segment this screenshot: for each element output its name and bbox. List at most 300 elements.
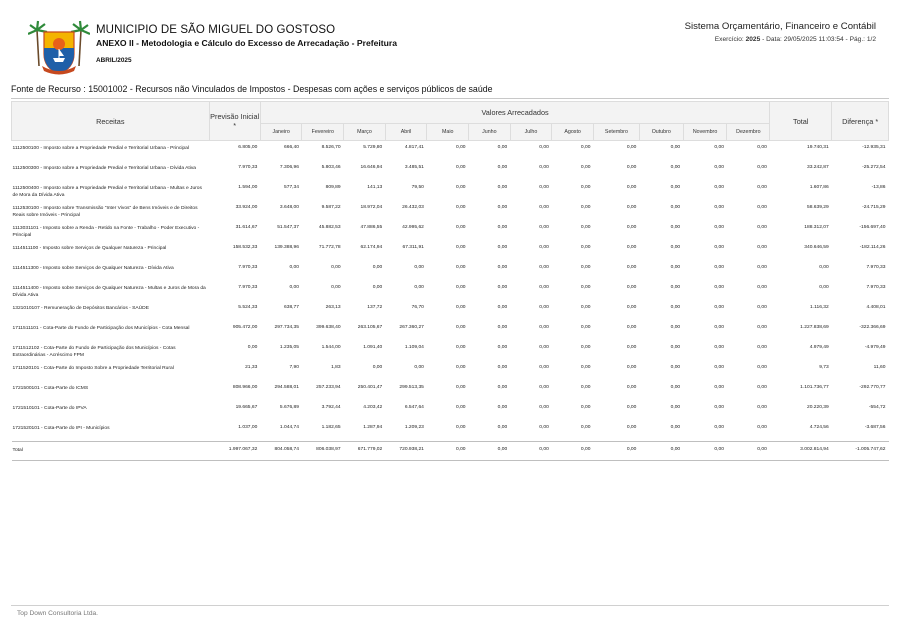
monthly-value: 0,00 [670,145,681,150]
monthly-value: 0,00 [626,225,637,230]
monthly-value: 0,00 [714,245,724,250]
initial-forecast-value: 6.805,00 [238,145,258,150]
total-difference-value: -1.005.747,62 [832,442,889,461]
col-header-valores-arrecadados: Valores Arrecadados [260,102,769,124]
monthly-value: 0,00 [670,325,681,330]
total-monthly-value: 0,00 [427,442,469,461]
monthly-value: 0,00 [331,285,341,290]
monthly-value: 6.547,64 [404,405,424,410]
month-header: Junho [469,124,511,141]
initial-forecast-value: 7.970,33 [238,285,258,290]
monthly-value: 0,00 [539,385,549,390]
month-header: Julho [510,124,552,141]
monthly-value: 297.734,35 [274,325,299,330]
monthly-value: 0,00 [714,345,724,350]
monthly-value: 250.401,47 [357,385,383,390]
monthly-value: 0,00 [714,285,724,290]
page-number: Pág.: 1/2 [849,36,876,43]
table-row [12,301,889,321]
table-row [12,161,889,181]
monthly-value: 0,00 [331,265,341,270]
difference-value: -554,72 [868,405,886,410]
monthly-value: 0,00 [670,185,681,190]
month-header: Novembro [683,124,727,141]
monthly-value: 0,00 [580,205,591,210]
monthly-value: 0,00 [757,345,767,350]
table-row [12,421,889,442]
exercise-label: Exercício: [714,36,744,43]
monthly-value: 0,00 [456,225,466,230]
monthly-value: 0,00 [372,365,383,370]
monthly-value: 0,00 [580,405,591,410]
difference-value: -182.114,26 [859,245,886,250]
monthly-value: 0,00 [626,405,637,410]
monthly-value: 0,00 [670,245,681,250]
monthly-value: 0,00 [714,405,724,410]
difference-value: 4.408,01 [866,305,886,310]
monthly-value: 137,72 [367,305,383,310]
monthly-value: 0,00 [497,425,508,430]
total-value: 1.101.736,77 [800,385,829,390]
monthly-value: 0,00 [670,305,681,310]
monthly-value: 0,00 [580,265,591,270]
total-monthly-value: 804.058,74 [260,442,302,461]
total-value: 33.242,87 [806,165,829,170]
monthly-value: 0,00 [714,325,724,330]
monthly-value: 0,00 [670,225,681,230]
total-value: 1.116,32 [810,305,829,310]
total-value: 340.646,59 [804,245,829,250]
total-value: 20.220,39 [806,405,829,410]
monthly-value: 0,00 [497,245,508,250]
monthly-value: 0,00 [626,265,637,270]
monthly-value: 62.174,94 [360,245,383,250]
monthly-value: 1.182,65 [321,425,341,430]
monthly-value: 26.432,03 [402,205,424,210]
monthly-value: 0,00 [539,285,549,290]
monthly-value: 0,00 [670,365,681,370]
monthly-value: 0,00 [626,385,637,390]
monthly-value: 1.091,40 [363,345,383,350]
monthly-value: 0,00 [626,345,637,350]
total-monthly-value: 0,00 [683,442,727,461]
total-value: 0,00 [819,265,829,270]
monthly-value: 0,00 [757,145,767,150]
total-value: 9,73 [819,365,829,370]
monthly-value: 0,00 [497,185,508,190]
monthly-value: 1.544,00 [321,345,341,350]
difference-value: -292.770,77 [859,385,886,390]
monthly-value: 0,00 [414,285,424,290]
table-row [12,241,889,261]
monthly-value: 294.588,01 [274,385,299,390]
monthly-value: 0,00 [670,205,681,210]
monthly-value: 1.235,05 [279,345,299,350]
total-value: 188.312,07 [804,225,829,230]
initial-forecast-value: 21,33 [245,365,258,370]
monthly-value: 45.882,53 [318,225,341,230]
monthly-value: 0,00 [497,305,508,310]
monthly-value: 5.729,80 [363,145,383,150]
monthly-value: 0,00 [714,165,724,170]
difference-value: 11,60 [873,365,886,370]
monthly-value: 0,00 [539,345,549,350]
col-header-receitas: Receitas [12,102,210,141]
monthly-value: 0,00 [714,425,724,430]
monthly-value: 4.817,41 [404,145,424,150]
month-header: Abril [385,124,427,141]
monthly-value: 0,00 [670,285,681,290]
monthly-value: 51.547,37 [277,225,299,230]
total-value: 4.979,49 [809,345,829,350]
table-row [12,201,889,221]
monthly-value: 0,00 [714,305,724,310]
monthly-value: 0,00 [580,385,591,390]
monthly-value: 0,00 [714,385,724,390]
initial-forecast-value: 31.614,67 [235,225,258,230]
monthly-value: 0,00 [670,385,681,390]
monthly-value: 638,77 [284,305,299,310]
revenue-description: 1711512102 - Cota-Parte do Fundo de Participação dos Municípios - Cotas Extraordinárias - Acréscimo FPM [12,346,176,359]
table-row [12,321,889,341]
initial-forecast-value: 19.665,67 [235,405,258,410]
monthly-value: 0,00 [372,265,383,270]
initial-forecast-value: 7.970,33 [238,165,258,170]
total-monthly-value: 0,00 [639,442,683,461]
monthly-value: 809,89 [325,185,341,190]
report-date: - Data: 29/05/2025 11:03:54 - [762,36,848,43]
monthly-value: 0,00 [626,425,637,430]
monthly-value: 0,00 [626,305,637,310]
monthly-value: 0,00 [670,265,681,270]
monthly-value: 0,00 [289,265,299,270]
revenue-description: 1114511100 - Imposto sobre Serviços de Qualquer Natureza - Principal [12,246,167,251]
monthly-value: 0,00 [580,145,591,150]
monthly-value: 0,00 [456,365,466,370]
monthly-value: 0,00 [580,165,591,170]
monthly-value: 9.587,22 [321,205,341,210]
monthly-value: 0,00 [539,365,549,370]
monthly-value: 0,00 [714,225,724,230]
revenue-description: 1721500101 - Cota-Parte do ICMS [12,386,89,391]
header-system-info [685,21,876,43]
funding-source-title: Fonte de Recurso : 15001002 - Recursos não Vinculados de Impostos - Despesas com ações e serviços públicos de saúde [11,84,493,94]
system-name: Sistema Orçamentário, Financeiro e Contábil [684,21,876,32]
monthly-value: 0,00 [539,245,549,250]
total-value: 1.607,86 [809,185,829,190]
monthly-value: 18.972,04 [360,205,383,210]
month-header: Setembro [593,124,639,141]
monthly-value: 0,00 [539,425,549,430]
header-titles [96,24,397,64]
monthly-value: 0,00 [670,425,681,430]
monthly-value: 0,00 [626,145,637,150]
monthly-value: 0,00 [456,385,466,390]
monthly-value: 0,00 [757,385,767,390]
monthly-value: 0,00 [289,285,299,290]
difference-value: 7.970,33 [866,265,886,270]
monthly-value: 0,00 [539,225,549,230]
table-body [12,141,889,461]
month-header: Maio [427,124,469,141]
total-label: Total [12,442,210,461]
revenue-description: 1112500100 - Imposto sobre a Propriedade Predial e Territorial Urbana - Principal [12,146,189,151]
monthly-value: 0,00 [539,305,549,310]
revenue-description: 1113031101 - Imposto sobre a Renda - Retido na Fonte - Trabalho - Poder Executivo - Principal [12,226,200,239]
month-header: Dezembro [727,124,770,141]
difference-value: -12.935,31 [862,145,886,150]
table-row [12,361,889,381]
report-header [28,16,878,72]
table-row [12,381,889,401]
monthly-value: 0,00 [580,305,591,310]
monthly-value: 399.638,40 [316,325,341,330]
exercise-year: 2025 [745,36,761,43]
monthly-value: 0,00 [539,165,549,170]
revenue-description: 1721520101 - Cota-Parte do IPI - Municípios [12,426,110,431]
difference-value: -13,86 [871,185,886,190]
monthly-value: 0,00 [539,325,549,330]
monthly-value: 0,00 [580,285,591,290]
monthly-value: 0,00 [497,265,508,270]
monthly-value: 1.109,04 [404,345,424,350]
month-header: Janeiro [260,124,302,141]
monthly-value: 0,00 [497,405,508,410]
total-initial-forecast: 1.997.067,32 [209,442,260,461]
monthly-value: 5.676,89 [279,405,299,410]
monthly-value: 577,34 [284,185,299,190]
initial-forecast-value: 905.472,00 [232,325,258,330]
monthly-value: 263,13 [325,305,341,310]
table-row [12,141,889,162]
monthly-value: 0,00 [414,365,424,370]
monthly-value: 141,13 [367,185,383,190]
monthly-value: 0,00 [757,285,767,290]
difference-value: -4.979,49 [864,345,886,350]
monthly-value: 0,00 [757,305,767,310]
initial-forecast-value: 33.924,00 [235,205,258,210]
revenue-description: 1711520101 - Cota-Parte do Imposto Sobre a Propriedade Territorial Rural [12,366,174,371]
monthly-value: 0,00 [456,345,466,350]
report-title: ANEXO II - Metodologia e Cálculo do Excesso de Arrecadação - Prefeitura [96,38,398,48]
monthly-value: 0,00 [626,185,637,190]
table-row [12,401,889,421]
difference-value: -24.715,29 [862,205,886,210]
monthly-value: 0,00 [456,305,466,310]
total-value: 1.227.838,69 [800,325,829,330]
monthly-value: 257.233,94 [316,385,341,390]
initial-forecast-value: 1.594,00 [238,185,258,190]
total-value: 58.639,29 [806,205,829,210]
monthly-value: 0,00 [456,265,466,270]
monthly-value: 7,90 [289,365,299,370]
municipality-name: MUNICIPIO DE SÃO MIGUEL DO GOSTOSO [96,24,336,36]
monthly-value: 0,00 [626,285,637,290]
monthly-value: 0,00 [580,325,591,330]
monthly-value: 0,00 [714,365,724,370]
monthly-value: 0,00 [580,345,591,350]
monthly-value: 0,00 [497,145,508,150]
monthly-value: 0,00 [456,145,466,150]
total-monthly-value: 0,00 [510,442,552,461]
monthly-value: 0,00 [456,165,466,170]
monthly-value: 0,00 [670,165,681,170]
monthly-value: 0,00 [757,245,767,250]
monthly-value: 0,00 [714,205,724,210]
municipal-coat-of-arms-icon [28,18,90,78]
col-header-previsao: Previsão Inicial * [209,102,260,141]
initial-forecast-value: 7.970,33 [238,265,258,270]
monthly-value: 16.646,94 [360,165,383,170]
monthly-value: 0,00 [757,425,767,430]
initial-forecast-value: 1.037,00 [238,425,258,430]
monthly-value: 0,00 [670,405,681,410]
total-monthly-value: 0,00 [469,442,511,461]
total-monthly-value: 720.938,21 [385,442,427,461]
monthly-value: 8.526,70 [321,145,341,150]
monthly-value: 139.388,96 [274,245,299,250]
initial-forecast-value: 0,00 [247,345,258,350]
monthly-value: 0,00 [456,405,466,410]
monthly-value: 0,00 [757,225,767,230]
monthly-value: 0,00 [580,185,591,190]
monthly-value: 0,00 [757,265,767,270]
revenue-description: 1112500400 - Imposto sobre a Propriedade Predial e Territorial Urbana - Multas e Juros de Mora da Dívida Ativa [12,186,202,199]
initial-forecast-value: 158.532,33 [232,245,258,250]
col-header-diferenca: Diferença * [832,102,889,141]
monthly-value: 1.209,23 [404,425,424,430]
monthly-value: 0,00 [497,365,508,370]
monthly-value: 42.995,62 [402,225,424,230]
footer-company: Top Down Consultoria Ltda. [17,610,99,617]
monthly-value: 0,00 [757,165,767,170]
monthly-value: 0,00 [414,265,424,270]
difference-value: 7.970,33 [866,285,886,290]
exercise-info [685,36,876,43]
monthly-value: 7.306,96 [279,165,299,170]
monthly-value: 0,00 [580,365,591,370]
monthly-value: 0,00 [757,185,767,190]
footer-divider [11,605,889,606]
monthly-value: 0,00 [714,265,724,270]
monthly-value: 0,00 [580,225,591,230]
monthly-value: 0,00 [372,285,383,290]
monthly-value: 263.105,67 [357,325,383,330]
total-monthly-value: 0,00 [727,442,770,461]
monthly-value: 1.044,74 [279,425,299,430]
monthly-value: 666,40 [284,145,299,150]
monthly-value: 0,00 [497,285,508,290]
monthly-value: 0,00 [497,325,508,330]
total-value: 0,00 [819,285,829,290]
monthly-value: 0,00 [497,385,508,390]
total-value: 19.740,31 [806,145,829,150]
month-header: Fevereiro [302,124,344,141]
table-row [12,181,889,201]
monthly-value: 0,00 [497,225,508,230]
monthly-value: 0,00 [456,285,466,290]
revenue-description: 1112530100 - Imposto sobre Transmissão "Inter Vivos" de Bens Imóveis e de Direitos Reais sobre Imóveis - Principal [12,206,198,219]
monthly-value: 67.311,91 [402,245,424,250]
monthly-value: 5.803,46 [321,165,341,170]
divider [11,98,889,99]
revenue-description: 1114511300 - Imposto sobre Serviços de Qualquer Natureza - Dívida Ativa [12,266,174,271]
monthly-value: 0,00 [539,265,549,270]
table-row [12,341,889,361]
difference-value: -25.272,54 [862,165,886,170]
monthly-value: 0,00 [456,325,466,330]
month-header: Outubro [639,124,683,141]
monthly-value: 0,00 [626,245,637,250]
monthly-value: 3.792,44 [321,405,341,410]
monthly-value: 79,50 [411,185,424,190]
monthly-value: 1.287,94 [363,425,383,430]
monthly-value: 76,70 [411,305,424,310]
monthly-value: 0,00 [456,425,466,430]
initial-forecast-value: 5.524,33 [238,305,258,310]
monthly-value: 0,00 [626,165,637,170]
revenue-description: 1112500300 - Imposto sobre a Propriedade Predial e Territorial Urbana - Dívida Ativa [12,166,196,171]
revenue-description: 1321010107 - Remuneração de Depósitos Bancários - SAÚDE [12,306,149,311]
monthly-value: 267.360,27 [399,325,424,330]
monthly-value: 3.485,51 [404,165,424,170]
monthly-value: 0,00 [714,145,724,150]
month-header: Março [344,124,386,141]
revenue-description: 1721510101 - Cota-Parte do IPVA [12,406,87,411]
difference-value: -156.697,40 [859,225,886,230]
difference-value: -322.366,69 [859,325,886,330]
monthly-value: 0,00 [580,425,591,430]
revenue-description: 1711511101 - Cota-Parte do Fundo de Participação dos Municípios - Cota Mensal [12,326,190,331]
monthly-value: 299.513,35 [399,385,424,390]
col-header-total: Total [770,102,832,141]
monthly-value: 0,00 [626,365,637,370]
revenue-table [11,101,889,461]
monthly-value: 0,00 [497,165,508,170]
monthly-value: 71.772,78 [318,245,341,250]
table-row [12,281,889,301]
monthly-value: 0,00 [539,405,549,410]
difference-value: -3.687,56 [864,425,886,430]
monthly-value: 0,00 [580,245,591,250]
month-header: Agosto [552,124,594,141]
monthly-value: 0,00 [456,185,466,190]
total-monthly-value: 0,00 [552,442,594,461]
initial-forecast-value: 808.966,00 [232,385,258,390]
monthly-value: 0,00 [456,205,466,210]
monthly-value: 0,00 [757,365,767,370]
monthly-value: 0,00 [539,185,549,190]
monthly-value: 1,83 [331,365,341,370]
monthly-value: 4.203,42 [363,405,383,410]
grand-total-value: 3.002.814,94 [770,442,832,461]
monthly-value: 0,00 [497,205,508,210]
monthly-value: 0,00 [497,345,508,350]
total-value: 4.724,56 [809,425,829,430]
monthly-value: 0,00 [670,345,681,350]
monthly-value: 3.648,00 [279,205,299,210]
monthly-value: 0,00 [757,405,767,410]
monthly-value: 0,00 [626,205,637,210]
revenue-description: 1114511400 - Imposto sobre Serviços de Qualquer Natureza - Multas e Juros de Mora da Dívida Ativa [12,286,206,299]
total-row [12,442,889,461]
monthly-value: 0,00 [757,205,767,210]
monthly-value: 0,00 [539,205,549,210]
total-monthly-value: 0,00 [593,442,639,461]
monthly-value: 0,00 [539,145,549,150]
table-row [12,221,889,241]
monthly-value: 0,00 [714,185,724,190]
